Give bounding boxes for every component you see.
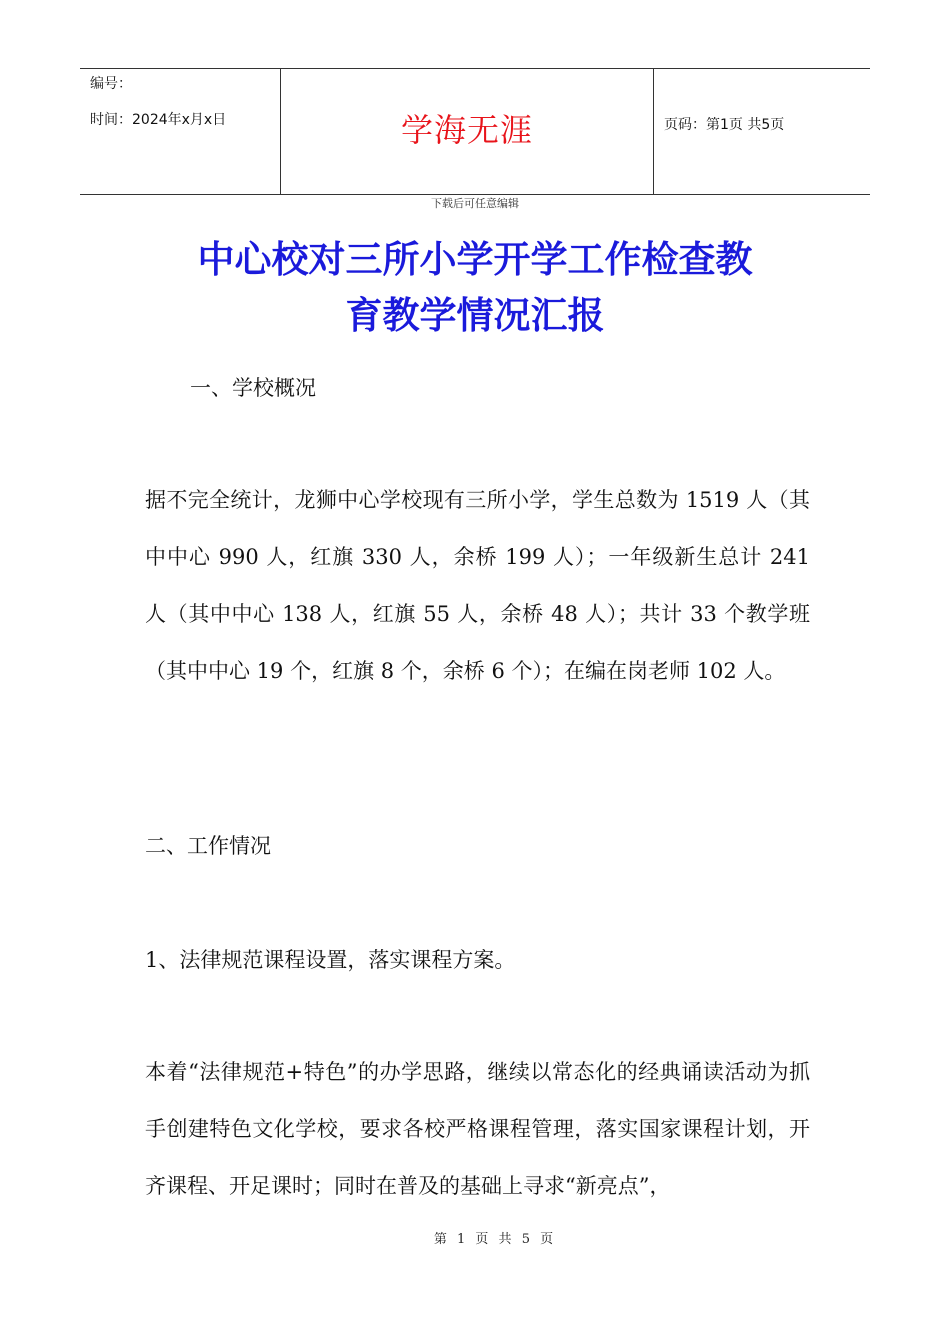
- header-table: [80, 68, 870, 195]
- section-2-item-1-body: 本着“法律规范+特色”的办学思路，继续以常态化的经典诵读活动为抓手创建特色文化学校，要求各校严格课程管理，落实国家课程计划，开齐课程、开足课时；同时在普及的基础上寻求“新亮点”，: [145, 1060, 810, 1198]
- title-line-2: 育教学情况汇报: [345, 294, 605, 337]
- serial-label: 编号：: [90, 76, 132, 92]
- header-right-cell: [654, 69, 870, 194]
- section-1-body: 据不完全统计，龙狮中心学校现有三所小学，学生总数为 1519 人（其中中心 990 人，红旗 330 人，余桥 199 人）；一年级新生总计 241 人（其中中心 138 人，红旗 55 人，余桥 48 人）；共计 33 个教学班（其中中心 19 个，红旗 8 个，余桥 6 个）；在编在岗老师 102 人。: [145, 488, 810, 683]
- document-title: [100, 232, 850, 344]
- brand-logo-text: 学海无涯: [400, 110, 533, 149]
- page-footer: 第 1 页 共 5 页: [433, 1232, 557, 1247]
- header-left-cell: [80, 69, 281, 194]
- title-line-1: 中心校对三所小学开学工作检查教: [197, 238, 753, 281]
- header-brand-cell: [281, 69, 654, 194]
- section-2-heading: 二、工作情况: [145, 834, 271, 858]
- time-label: 时间：2024年x月x日: [90, 112, 227, 128]
- page-info: 页码：第1页 共5页: [664, 117, 785, 133]
- section-2-item-1-heading: 1、法律规范课程设置，落实课程方案。: [145, 948, 516, 972]
- section-1-heading: 一、学校概况: [190, 376, 316, 400]
- edit-note: 下载后可任意编辑: [431, 197, 519, 210]
